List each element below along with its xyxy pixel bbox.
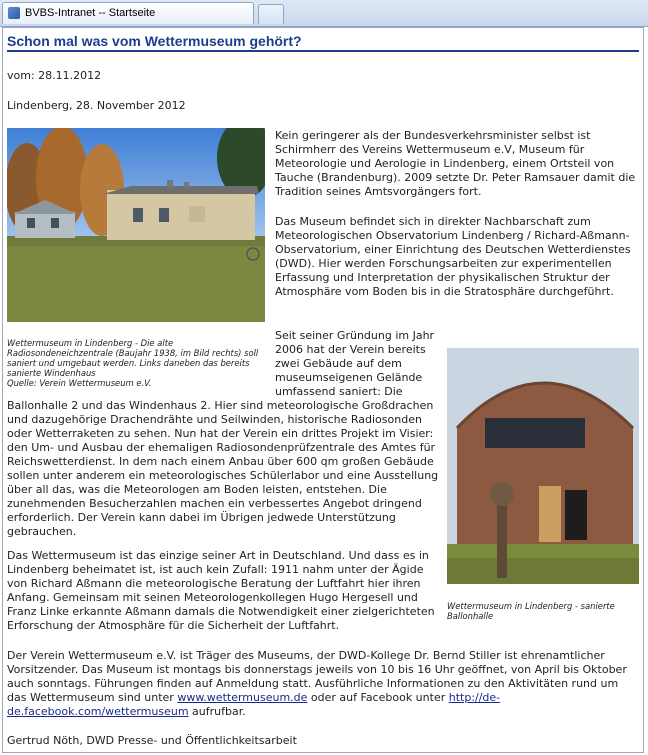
link-wettermuseum[interactable]: www.wettermuseum.de: [177, 691, 308, 704]
title-divider: [7, 50, 639, 52]
link-facebook[interactable]: http://de-de.facebook.com/wettermuseum: [7, 691, 501, 718]
site-favicon-icon: [8, 7, 20, 19]
photo-ballonhalle: [447, 348, 639, 584]
paragraph-3: Ballonhalle 2 und das Windenhaus 2. Hier sind meteorologische Großdrachen und dazugehörige Drachendrähte und Seilwinden, historische Radiosonden oder Wetterraketen zu sehen. Nun hat der Verein ein drittes Projekt im Visier: den Um- und Ausbau der ehemaligen Radiosondenprüfzentrale des Amtes für Reichswetterdienst. In dem nach einem Anbau über 600 qm großen Gebäude sollen unter anderem ein meteorologisches Schülerlabor und eine Ausstellung über all das, was die Meteorologen am Boden leisten, entstehen. Die zunehmenden Besucherzahlen machen ein verbessertes Angebot dringend erforderlich. Der Verein kann dabei im Übrigen jedwede Unterstützung gebrauchen.: [7, 399, 439, 538]
new-tab-button[interactable]: [258, 4, 284, 24]
photo-radiosonde-building: [7, 128, 265, 322]
article-author: Gertrud Nöth, DWD Presse- und Öffentlichkeitsarbeit: [7, 734, 297, 747]
page-title: Schon mal was vom Wettermuseum gehört?: [7, 33, 302, 49]
page-content: [2, 27, 644, 753]
article-date: vom: 28.11.2012: [7, 69, 102, 82]
paragraph-5: Der Verein Wettermuseum e.V. ist Träger des Museums, der DWD-Kollege Dr. Bernd Stiller ist ehrenamtlicher Vorsitzender. Das Museum ist montags bis donnerstags jeweils von 10 bis 16 Uhr geöffnet, von April bis Oktober auch sonntags. Führungen finden auf Anmeldung statt. Ausführliche Informationen zu den Aktivitäten rund um das Wettermuseum sind unter www.wettermuseum.de oder auf Facebook unter http://de-de.facebook.com/wettermuseum aufrufbar.: [7, 649, 627, 718]
photo1-source: Quelle: Verein Wettermuseum e.V.: [7, 378, 152, 388]
photo1-caption: Wettermuseum in Lindenberg - Die alte Radiosondeneichzentrale (Baujahr 1938, im Bild rechts) soll saniert und umgebaut werden. Links daneben das bereits sanierte Windenhaus Quelle: Verein Wettermuseum e.V.: [7, 338, 259, 388]
paragraph-2: Das Museum befindet sich in direkter Nachbarschaft zum Meteorologischen Observatorium Lindenberg / Richard-Aßmann-Observatorium, einer Einrichtung des Deutschen Wetterdienstes (DWD). Hier werden Forschungsarbeiten zur experimentellen Erfassung und Interpretation der physikalischen Struktur der Atmosphäre vom Boden bis in die Stratosphäre durchgeführt.: [275, 215, 631, 298]
browser-tab-bar: [0, 0, 648, 27]
paragraph-1: Kein geringerer als der Bundesverkehrsminister selbst ist Schirmherr des Vereins Wettermuseum e.V, Museum für Meteorologie und Aerologie in Lindenberg, einem Ortsteil von Tauche (Brandenburg). 2009 setzte Dr. Peter Ramsauer damit die Tradition seines Amtsvorgängers fort.: [275, 129, 636, 198]
paragraph-3-top: Seit seiner Gründung im Jahr 2006 hat der Verein bereits zwei Gebäude auf dem museumseigenen Gelände umfassend saniert: Die: [275, 329, 435, 398]
tab-title: BVBS-Intranet -- Startseite: [25, 7, 156, 19]
paragraph-4: Das Wettermuseum ist das einzige seiner Art in Deutschland. Und dass es in Lindenberg beheimatet ist, ist auch kein Zufall: 1911 nahm unter der Ägide von Richard Aßmann die meteorologische Beratung der Luftfahrt hier ihren Anfang. Gemeinsam mit seinen Meteorologenkollegen Hugo Hergesell und Franz Linke erkannte Aßmann damals die Notwendigkeit einer zielgerichteten Erforschung der Atmosphäre für die Sicherheit der Luftfahrt.: [7, 549, 435, 632]
photo2-caption: Wettermuseum in Lindenberg - sanierte Ballonhalle: [447, 601, 615, 621]
article-dateline: Lindenberg, 28. November 2012: [7, 99, 186, 112]
browser-tab[interactable]: [2, 2, 254, 24]
